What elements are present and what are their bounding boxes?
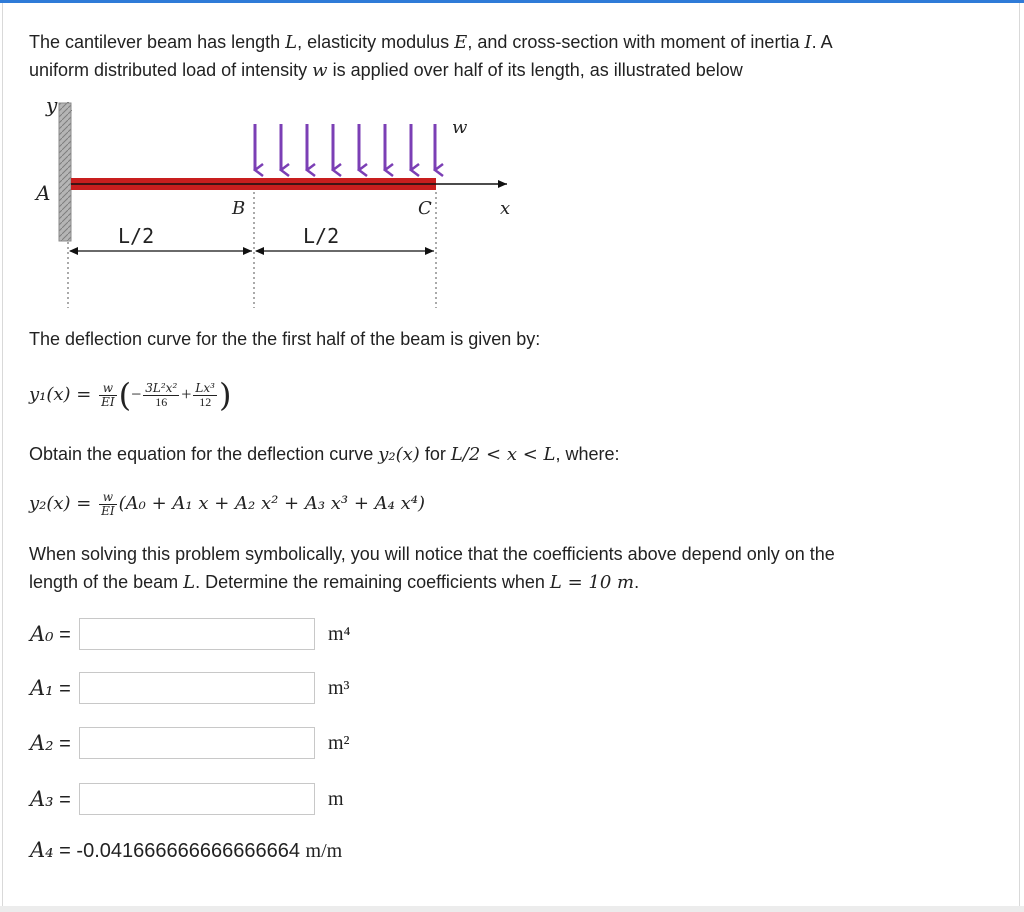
a1-unit: m³ <box>328 677 350 699</box>
a4-value: -0.041666666666666664 <box>76 840 300 862</box>
bottom-border <box>0 906 1024 912</box>
point-a-label: A <box>36 181 51 205</box>
a2-label: A₂ = <box>30 731 71 755</box>
a3-unit: m <box>328 788 344 810</box>
symbol-I: I <box>804 32 812 53</box>
symbol-E: E <box>454 32 468 53</box>
point-b-label: B <box>232 198 246 219</box>
y2-equation: y₂(x) = $\frac{w}{EI}$ (A₀ + A₁ x + A₂ x² + A₃ x³ + A₄ x⁴) <box>29 489 425 518</box>
a3-label: A₃ = <box>30 787 71 811</box>
load-label-w: w <box>452 117 468 138</box>
symbol-w: w <box>312 60 328 81</box>
dimension-left-label: L/2 <box>118 224 155 248</box>
x-axis-label: x <box>500 198 511 219</box>
symbol-L: L <box>285 32 298 53</box>
distributed-load <box>255 124 435 170</box>
solving-line-1: When solving this problem symbolically, you will notice that the coefficients above depend only on the <box>29 544 835 564</box>
first-half-text: The deflection curve for the the first half of the beam is given by: <box>29 329 541 349</box>
a0-input[interactable] <box>79 618 315 650</box>
fixed-wall <box>59 103 71 241</box>
y-axis-label: y <box>46 93 58 117</box>
point-c-label: C <box>418 198 432 219</box>
a0-unit: m⁴ <box>328 623 351 645</box>
a0-label: A₀ = <box>30 622 71 646</box>
beam-figure <box>20 90 540 310</box>
a4-row: A₄ = -0.041666666666666664 m/m <box>30 838 343 862</box>
a2-unit: m² <box>328 732 350 754</box>
intro-line-2: uniform distributed load of intensity w is applied over half of its length, as illustrated below <box>29 60 743 81</box>
a3-input[interactable] <box>79 783 315 815</box>
a2-input[interactable] <box>79 727 315 759</box>
intro-line-1: The cantilever beam has length L, elasticity modulus E, and cross-section with moment of inertia I. A <box>29 32 833 53</box>
a4-unit: m/m <box>305 840 343 862</box>
y1-equation: y₁(x) = $\frac{w}{EI}$ (− $\frac{\text{3L²x²}}{16}$ + $\frac{\text{Lx³}}{12}$ ) <box>29 376 232 414</box>
a1-label: A₁ = <box>30 676 71 700</box>
a1-input[interactable] <box>79 672 315 704</box>
solving-line-2: length of the beam L. Determine the remaining coefficients when L = 10 m. <box>29 572 640 593</box>
dimension-right-label: L/2 <box>303 224 340 248</box>
a4-label: A₄ <box>30 838 54 862</box>
obtain-text: Obtain the equation for the deflection curve y₂(x) for L/2 < x < L, where: <box>29 444 620 465</box>
